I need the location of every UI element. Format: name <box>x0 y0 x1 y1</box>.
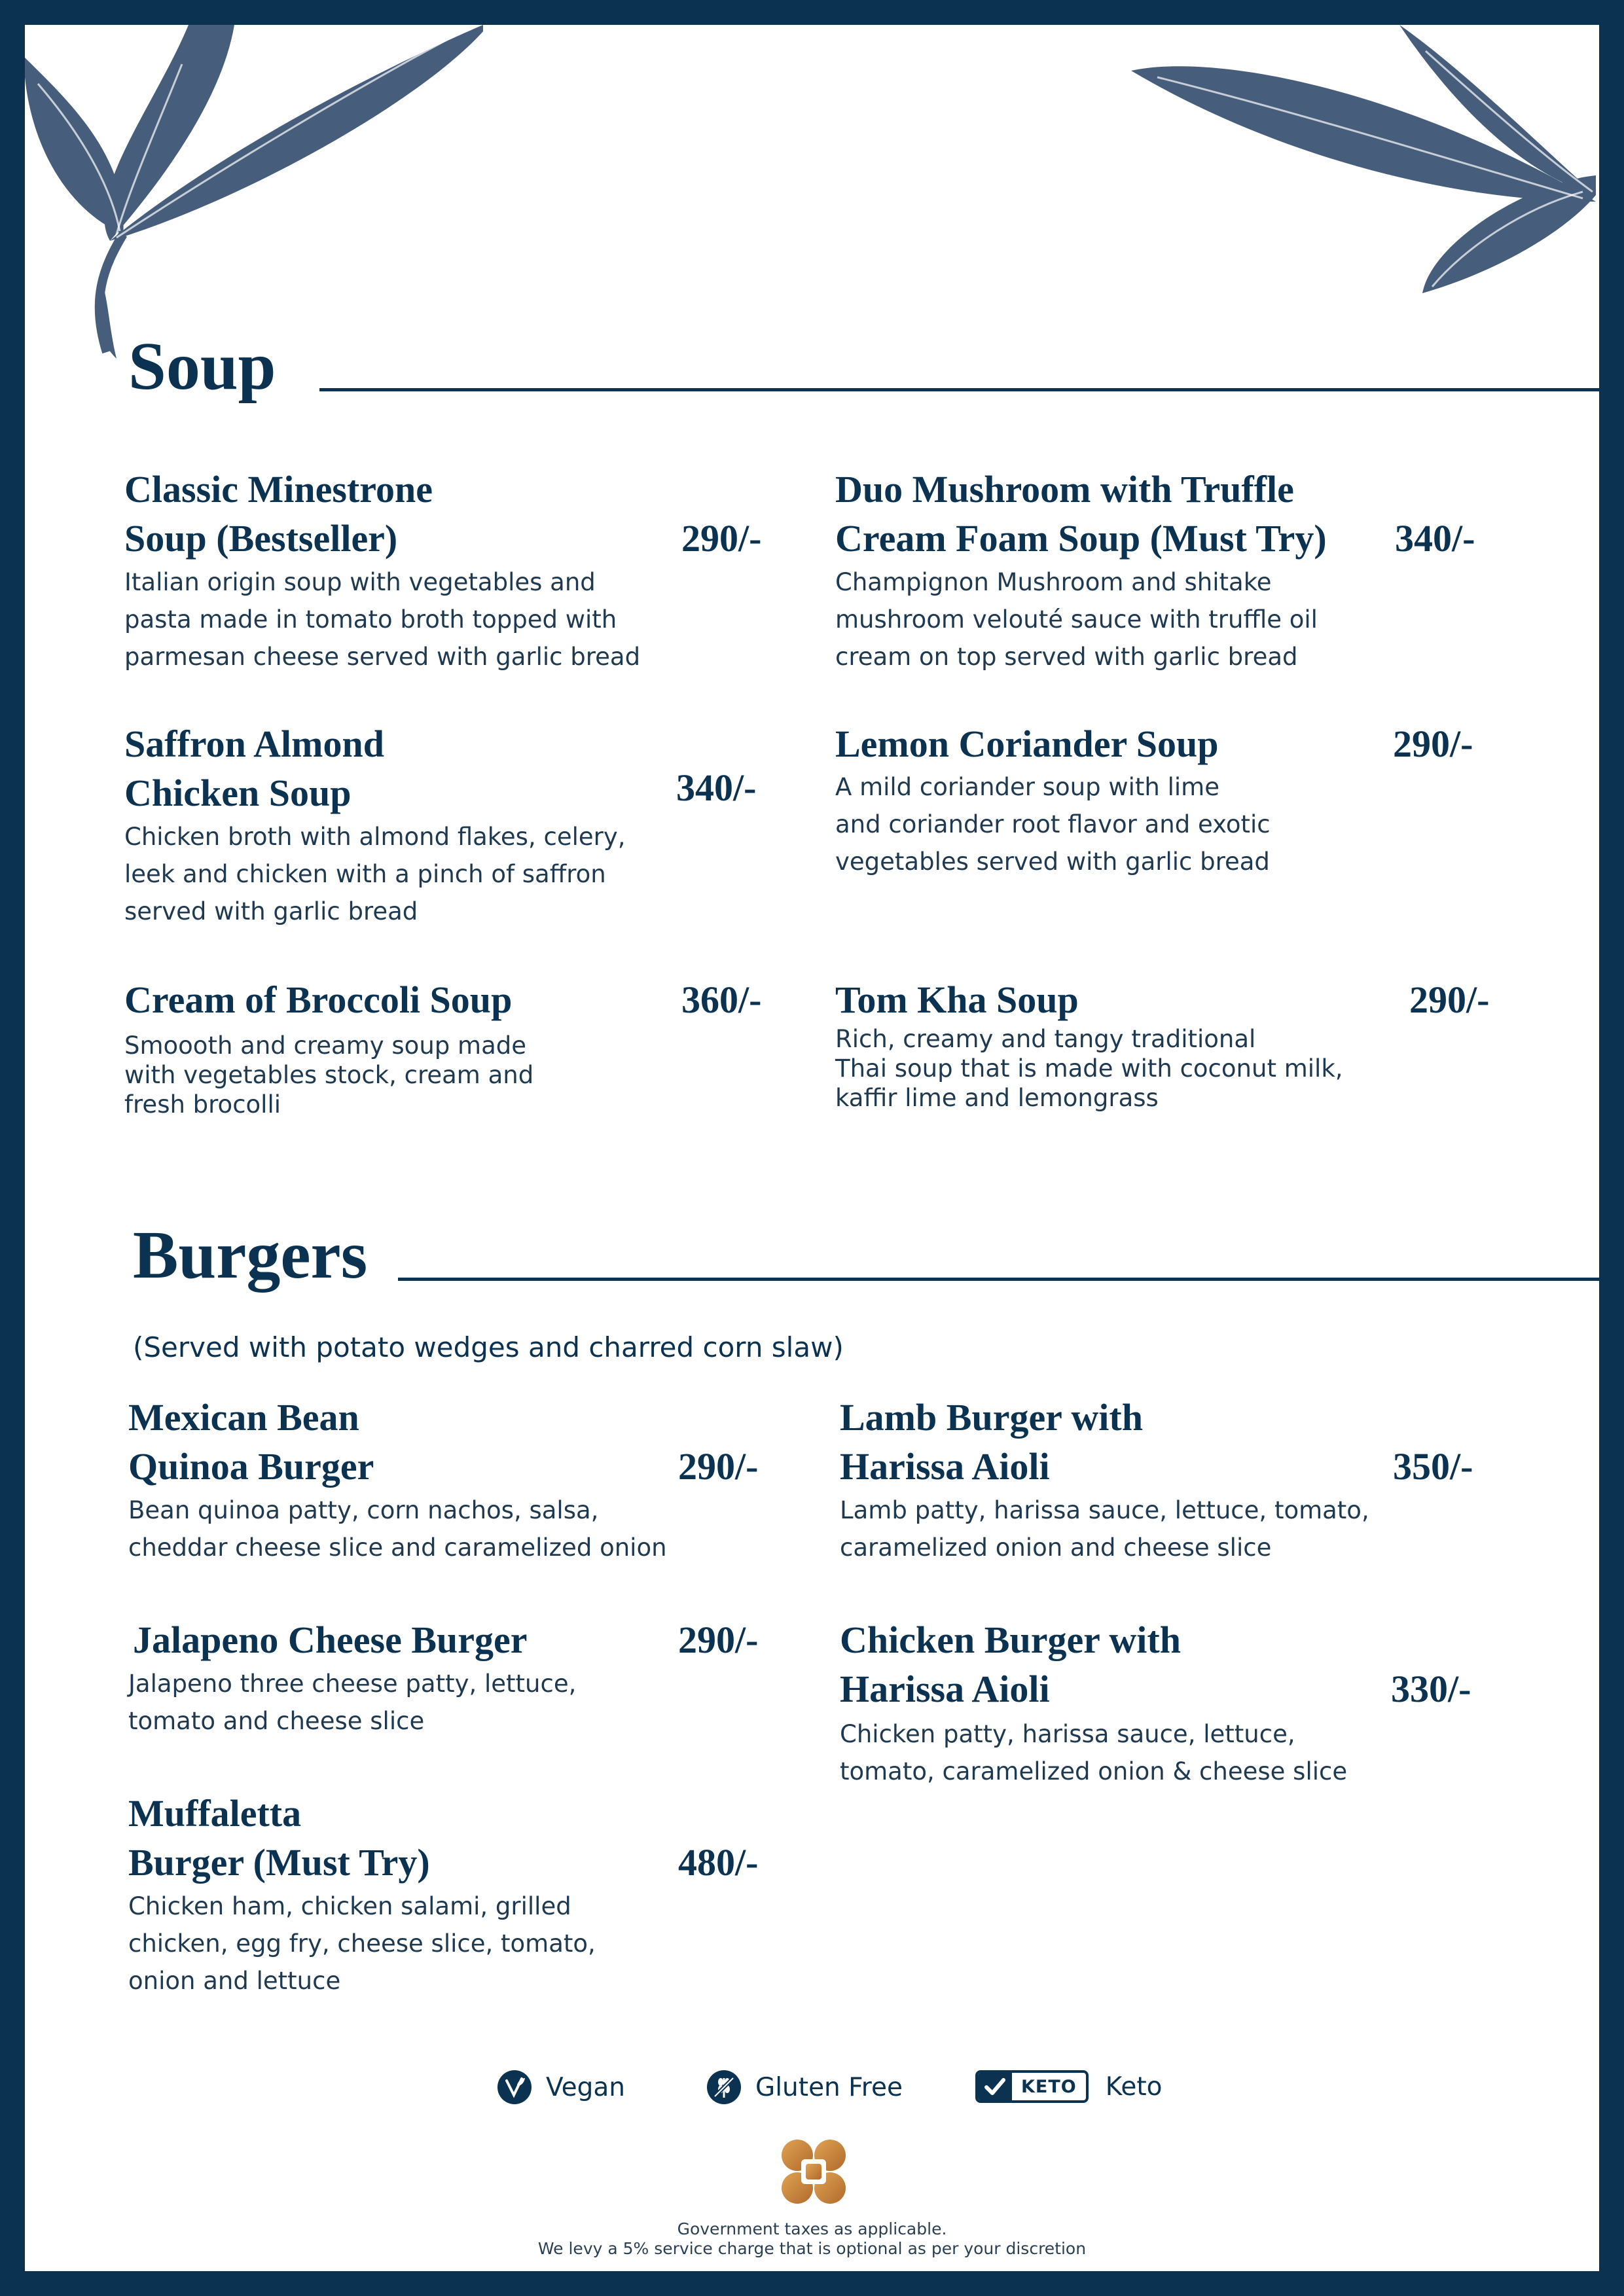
item-name: Chicken Burger with Harissa Aioli <box>840 1619 1181 1710</box>
item-price: 340/- <box>1395 517 1475 560</box>
item-name: Duo Mushroom with Truffle Cream Foam Soup (Must Try) <box>835 468 1327 560</box>
item-name: Muffaletta Burger (Must Try) <box>128 1792 430 1884</box>
item-name: Classic Minestrone Soup (Bestseller) <box>124 468 433 560</box>
item-name: Saffron Almond Chicken Soup <box>124 723 384 814</box>
menu-page <box>25 25 1599 2271</box>
decorative-leaves-left <box>25 25 496 365</box>
item-description: Smoooth and creamy soup made with vegetables stock, cream and fresh brocolli <box>124 1031 534 1119</box>
keto-badge-text: KETO <box>1021 2076 1077 2097</box>
restaurant-logo <box>778 2136 850 2208</box>
vegan-leaf-icon <box>497 2070 532 2104</box>
item-description: A mild coriander soup with lime and coriander root flavor and exotic vegetables served with garlic bread <box>835 773 1271 876</box>
item-description: Lamb patty, harissa sauce, lettuce, tomato, caramelized onion and cheese slice <box>840 1496 1369 1562</box>
legend-gluten-free <box>707 2070 903 2104</box>
item-description: Champignon Mushroom and shitake mushroom velouté sauce with truffle oil cream on top served with garlic bread <box>835 568 1318 671</box>
item-price: 290/- <box>681 517 762 560</box>
footer-service-charge-note: We levy a 5% service charge that is optional as per your discretion <box>537 2239 1087 2258</box>
burgers-title-rule <box>398 1278 1599 1281</box>
wheat-icon <box>707 2070 741 2104</box>
item-price: 360/- <box>681 978 762 1021</box>
item-description: Jalapeno three cheese patty, lettuce, tomato and cheese slice <box>128 1670 577 1735</box>
item-price: 480/- <box>678 1841 759 1884</box>
item-description: Rich, creamy and tangy traditional Thai soup that is made with coconut milk, kaffir lime and lemongrass <box>835 1025 1343 1112</box>
checkmark-icon <box>984 2077 1006 2096</box>
item-description: Italian origin soup with vegetables and pasta made in tomato broth topped with parmesan cheese served with garlic bread <box>124 568 641 671</box>
item-price: 340/- <box>676 766 757 809</box>
item-name: Tom Kha Soup <box>835 978 1079 1021</box>
item-price: 330/- <box>1391 1668 1471 1710</box>
item-price: 350/- <box>1393 1445 1473 1488</box>
item-description: Chicken patty, harissa sauce, lettuce, tomato, caramelized onion & cheese slice <box>840 1720 1348 1785</box>
item-price: 290/- <box>678 1619 759 1661</box>
legend-vegan-label: Vegan <box>546 2072 626 2102</box>
item-description: Bean quinoa patty, corn nachos, salsa, cheddar cheese slice and caramelized onion <box>128 1496 667 1562</box>
footer-taxes-note: Government taxes as applicable. <box>677 2219 947 2238</box>
burgers-subtitle: (Served with potato wedges and charred corn slaw) <box>133 1331 844 1363</box>
item-description: Chicken broth with almond flakes, celery, leek and chicken with a pinch of saffron served with garlic bread <box>124 823 626 925</box>
item-price: 290/- <box>1409 978 1490 1021</box>
legend-keto <box>975 2070 1163 2103</box>
item-price: 290/- <box>1393 723 1473 765</box>
soup-section-title: Soup <box>128 329 276 404</box>
soup-title-rule <box>319 388 1599 391</box>
item-name: Mexican Bean Quinoa Burger <box>128 1396 374 1488</box>
item-name: Jalapeno Cheese Burger <box>133 1619 528 1661</box>
item-price: 290/- <box>678 1445 759 1488</box>
item-name: Cream of Broccoli Soup <box>124 978 513 1021</box>
item-description: Chicken ham, chicken salami, grilled chicken, egg fry, cheese slice, tomato, onion and lettuce <box>128 1892 596 1995</box>
legend-gluten-free-label: Gluten Free <box>755 2072 903 2102</box>
legend-keto-label: Keto <box>1105 2072 1163 2102</box>
keto-badge <box>975 2070 1089 2103</box>
decorative-leaves-right <box>1125 25 1599 313</box>
item-name: Lemon Coriander Soup <box>835 723 1219 765</box>
burgers-section-title: Burgers <box>133 1217 368 1293</box>
item-name: Lamb Burger with Harissa Aioli <box>840 1396 1143 1488</box>
legend-vegan <box>497 2070 625 2104</box>
